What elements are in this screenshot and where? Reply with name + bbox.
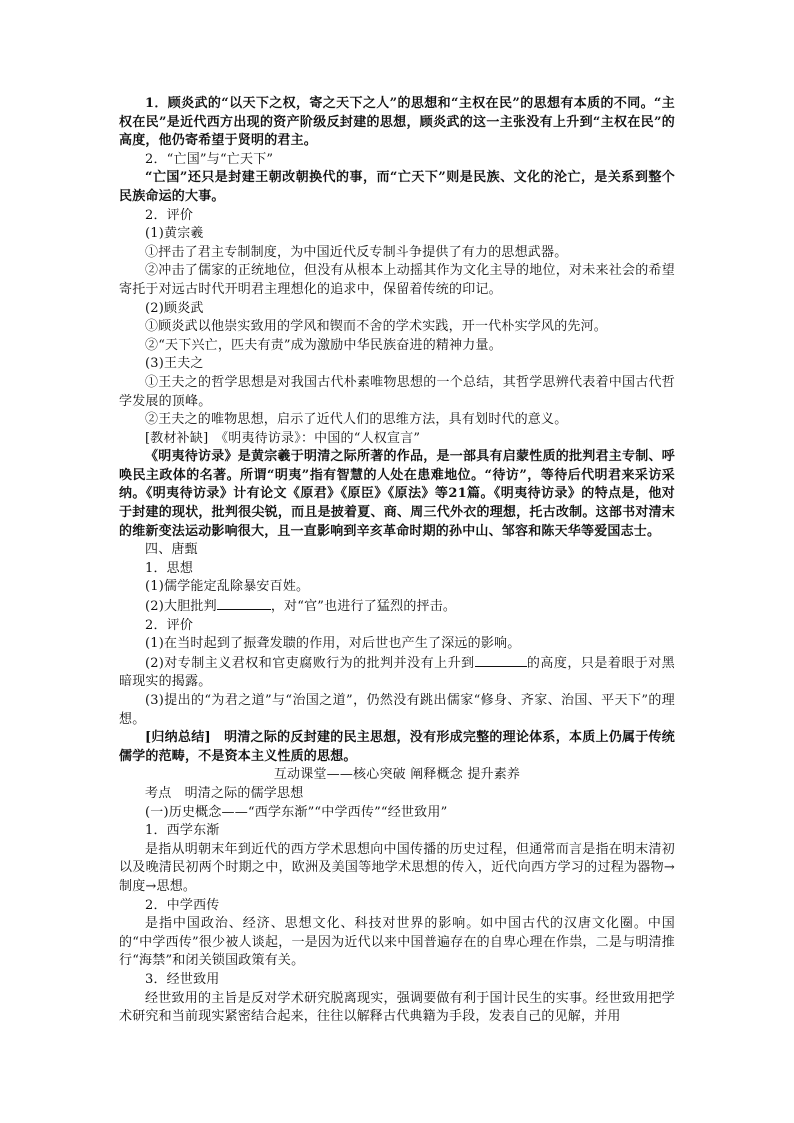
paragraph: 2．“亡国”与“亡天下” bbox=[145, 151, 274, 167]
paragraph: 1．西学东渐 bbox=[145, 823, 220, 839]
paragraph: (3)提出的“为君之道”与“治国之道”，仍然没有跳出儒家“修身、齐家、治国、平天下”的理想。 bbox=[119, 693, 675, 727]
fill-blank-line-1 bbox=[119, 597, 675, 617]
paragraph: ①王夫之的哲学思想是对我国古代朴素唯物思想的一个总结，其哲学思辨代表着中国古代哲学发展的顶峰。 bbox=[119, 374, 675, 409]
paragraph: (1)儒学能定乱除暴安百姓。 bbox=[145, 579, 310, 595]
paragraph: [教材补缺] 《明夷待访录》：中国的“人权宣言” bbox=[145, 430, 421, 446]
document-body bbox=[119, 95, 675, 1027]
section-evaluation bbox=[119, 617, 675, 654]
paragraph: 1．顾炎武的“以天下之权，寄之天下之人”的思想和“主权在民”的思想有本质的不同。“主权在民”是近代西方出现的资产阶级反封建的思想，顾炎武的这一主张没有上升到“主权在民”的高度，他仍寄希望于贤明的君主。 bbox=[119, 96, 675, 149]
paragraph: ②冲击了儒家的正统地位，但没有从根本上动摇其作为文化主导的地位，对未来社会的希望寄托于对远古时代开明君主理想化的追求中，保留着传统的印记。 bbox=[119, 263, 675, 297]
paragraph: (一)历史概念——“西学东渐”“中学西传”“经世致用” bbox=[145, 804, 448, 820]
paragraph: 考点 明清之际的儒学思想 bbox=[145, 785, 304, 801]
fill-blank-1-prefix: (2)大胆批判 bbox=[145, 599, 217, 615]
section-later bbox=[119, 692, 675, 1027]
paragraph: [归纳总结] 明清之际的反封建的民主思想，没有形成完整的理论体系，本质上仍属于传统儒学的范畴，不是资本主义性质的思想。 bbox=[119, 730, 675, 764]
paragraph: ②“天下兴亡，匹夫有责”成为激励中华民族奋进的精神力量。 bbox=[145, 337, 502, 353]
paragraph: 2．评价 bbox=[145, 207, 194, 223]
paragraph: ①抨击了君主专制制度，为中国近代反专制斗争提供了有力的思想武器。 bbox=[145, 244, 568, 260]
paragraph: 3．经世致用 bbox=[145, 971, 220, 987]
fill-blank-1-suffix: ，对“官”也进行了猛烈的抨击。 bbox=[270, 599, 457, 615]
fill-blank-line-2 bbox=[119, 654, 675, 692]
paragraph: 是指从明朝末年到近代的西方学术思想向中国传播的历史过程，但通常而言是指在明末清初以及晚清民初两个时期之中，欧洲及美国等地学术思想的传入，近代向西方学习的过程为器物→制度→思想。 bbox=[119, 841, 675, 894]
section-early bbox=[119, 95, 675, 597]
paragraph: “亡国”还只是封建王朝改朝换代的事，而“亡天下”则是民族、文化的沦亡，是关系到整个民族命运的大事。 bbox=[119, 170, 675, 204]
paragraph: 1．思想 bbox=[145, 560, 194, 576]
paragraph: (1)在当时起到了振聋发聩的作用，对后世也产生了深远的影响。 bbox=[145, 636, 521, 652]
paragraph: 互动课堂——核心突破 阐释概念 提升素养 bbox=[273, 767, 521, 783]
paragraph: ②王夫之的唯物思想，启示了近代人们的思维方法，具有划时代的意义。 bbox=[145, 412, 568, 428]
paragraph: 经世致用的主旨是反对学术研究脱离现实，强调要做有利于国计民生的实事。经世致用把学术研究和当前现实紧密结合起来，往往以解释古代典籍为手段，发表自己的见解，并用 bbox=[119, 990, 675, 1025]
paragraph: 《明夷待访录》是黄宗羲于明清之际所著的作品，是一部具有启蒙性质的批判君主专制、呼唤民主政体的名著。所谓“明夷”指有智慧的人处在患难地位。“待访”，等待后代明君来采访采纳。《明夷待访录》计有论文《原君》《原臣》《原法》等21篇。《明夷待访录》的特点是，他对于封建的现状，批判很尖锐，而且是披着夏、商、周三代外衣的理想，托古改制。这部书对清末的维新变法运动影响很大，且一直影响到辛亥革命时期的孙中山、邹容和陈天华等爱国志士。 bbox=[119, 449, 675, 539]
paragraph: 2．中学西传 bbox=[145, 897, 220, 913]
paragraph: 2．评价 bbox=[145, 617, 194, 633]
paragraph: (1)黄宗羲 bbox=[145, 226, 204, 242]
paragraph: (3)王夫之 bbox=[145, 356, 204, 372]
paragraph: (2)顾炎武 bbox=[145, 300, 204, 316]
answer-blank-2[interactable] bbox=[475, 654, 527, 667]
paragraph: 四、唐甄 bbox=[145, 542, 198, 558]
paragraph: ①顾炎武以他崇实致用的学风和锲而不舍的学术实践，开一代朴实学风的先河。 bbox=[145, 319, 608, 335]
paragraph: 是指中国政治、经济、思想文化、科技对世界的影响。如中国古代的汉唐文化圈。中国的“中学西传”很少被人谈起，一是因为近代以来中国普遍存在的自卑心理在作祟，二是与明清推行“海禁”和闭关锁国政策有关。 bbox=[119, 916, 675, 969]
fill-blank-2-prefix: (2)对专制主义君权和官吏腐败行为的批判并没有上升到 bbox=[145, 655, 475, 671]
fill-blank-2-suffix: 的高度，只是着眼于对黑暗现实的揭露。 bbox=[119, 655, 675, 690]
answer-blank-1[interactable] bbox=[217, 597, 271, 610]
